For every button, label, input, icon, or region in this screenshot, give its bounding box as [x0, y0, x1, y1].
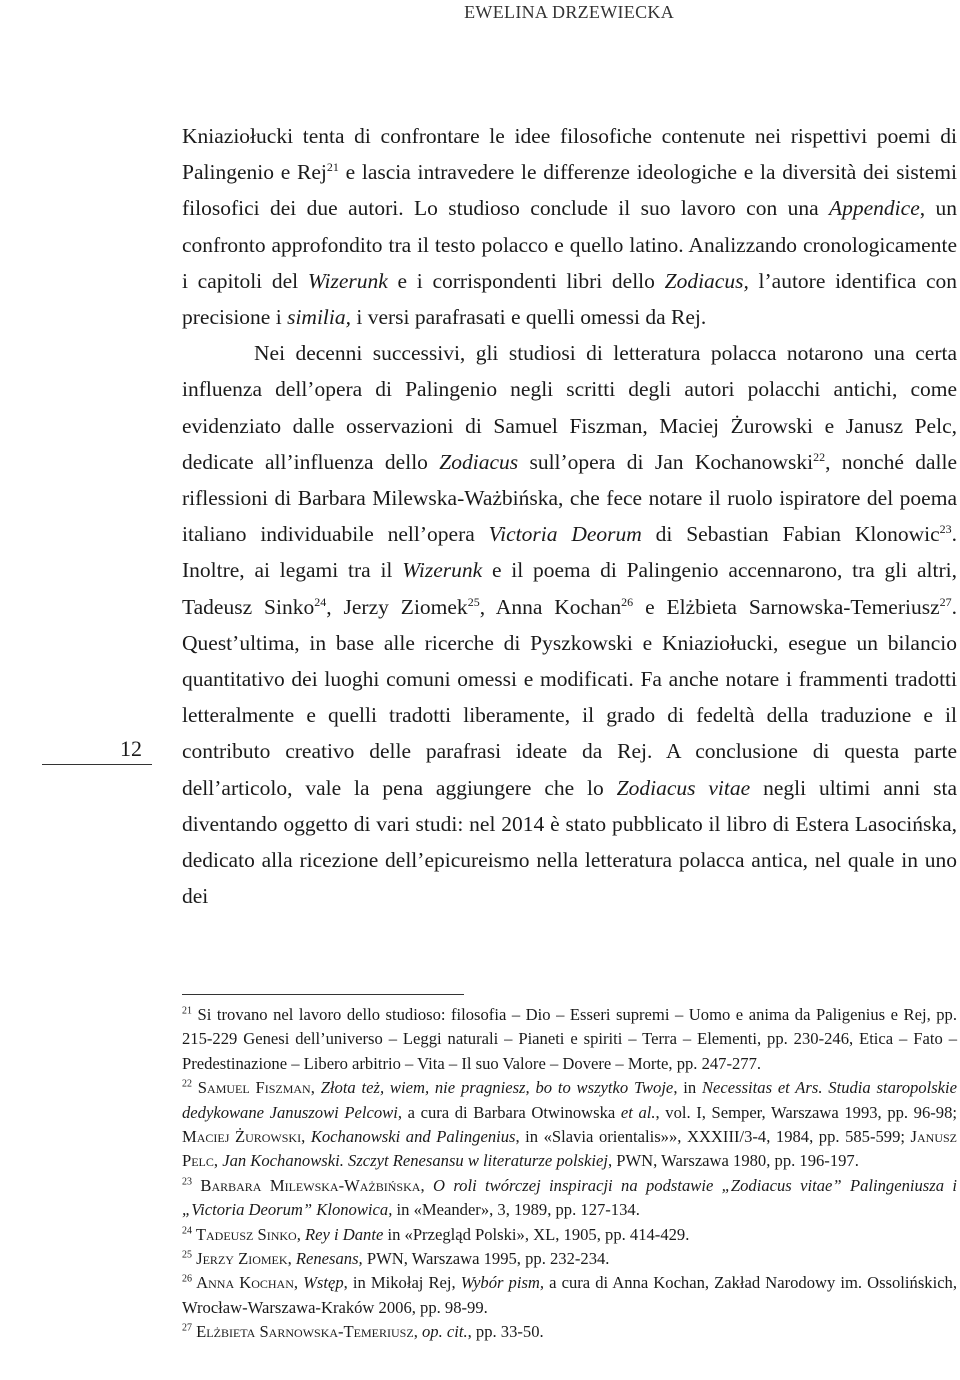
- text-run: in «Meander», 3, 1989, pp. 127-134.: [392, 1200, 640, 1220]
- text-run: e i corrispondenti libri dello: [387, 268, 665, 293]
- italic-run: et al.: [620, 1102, 656, 1122]
- author-name: Janusz Pelc: [182, 1127, 958, 1171]
- author-name: Maciej Żurowski: [182, 1127, 302, 1147]
- text-run: e il poema di Palingenio accennarono, tra gli altri, Tadeusz Sinko: [182, 558, 958, 619]
- author-name: Tadeusz Sinko: [192, 1224, 297, 1244]
- footnote-26: [182, 1271, 957, 1320]
- italic-run: similia,: [287, 305, 351, 330]
- text-run: Nei decenni successivi, gli studiosi di letteratura polacca notarono una certa influenza dell’opera di Palingenio negli scritti degli autori polacchi antichi, come evidenziato dalle osservazioni di Samuel Fiszman, Maciej Żurowski e Janusz Pelc, dedicate all’influenza dello: [182, 341, 957, 474]
- italic-run: Złota też, wiem, nie pragniesz, bo to wszytko Twoje: [320, 1078, 674, 1098]
- text-run: ,: [301, 1127, 311, 1147]
- text-run: sull’opera di Jan Kochanowski: [518, 449, 814, 474]
- italic-run: Victoria Deorum: [488, 522, 642, 547]
- text-run: Si trovano nel lavoro dello studioso: filosofia – Dio – Esseri supremi – Uomo e anima da Paligenius e Rej, pp. 215-229 Genesi dell’universo – Leggi naturali – Pianeti e spiriti – Terra – Elementi, pp. 230-246, Etica – Fato – Predestinazione – Libero arbitrio – Vita – Il suo Valore – Dovere – Morte, pp. 247-277.: [182, 1005, 957, 1073]
- text-run: negli ultimi anni sta diventando oggetto di vari studi: nel 2014 è stato pubblicato il libro di Estera Lasocińska, dedicato alla ricezione dell’epicureismo nella letteratura polacca antica, nel quale in uno dei: [182, 775, 957, 909]
- footnote-number: 26: [182, 1273, 192, 1285]
- text-run: , nonché dalle riflessioni di Barbara Milewska-Ważbińska, che fece notare il ruolo ispiratore del poema italiano individuabile nell’opera: [182, 449, 957, 547]
- text-run: , Anna Kochan: [479, 594, 622, 619]
- paragraph-1: [182, 118, 957, 335]
- text-run: di Sebastian Fabian Klonowic: [641, 522, 940, 547]
- text-run: , PWN, Warszawa 1980, pp. 196-197.: [607, 1151, 859, 1171]
- footnote-22: [182, 1076, 957, 1174]
- italic-run: Appendice: [829, 196, 920, 221]
- text-run: ,: [310, 1078, 321, 1098]
- italic-run: op. cit.: [421, 1322, 468, 1342]
- text-run: ,: [413, 1322, 422, 1342]
- text-run: a cura di Anna Kochan, Zakład Narodowy im. Ossolińskich, Wrocław-Warszawa-Kraków 2006, pp. 98-99.: [182, 1273, 958, 1317]
- text-run: i versi parafrasati e quelli omessi da Rej.: [351, 305, 707, 330]
- italic-run: Zodiacus vitae: [616, 775, 751, 800]
- page-number: 12: [42, 736, 152, 765]
- text-run: ,: [296, 1224, 305, 1244]
- author-name: Elżbieta Sarnowska-Temeriusz: [192, 1322, 414, 1342]
- text-run: , Jerzy Ziomek: [326, 594, 468, 619]
- text-run: . Inoltre, ai legami tra il: [182, 522, 958, 583]
- text-run: ,: [287, 1249, 296, 1269]
- italic-run: Wybór pism,: [460, 1273, 545, 1293]
- text-run: , a cura di Barbara Otwinowska: [397, 1102, 621, 1122]
- text-run: , vol. I, Semper, Warszawa 1993, pp. 96-98;: [655, 1102, 957, 1122]
- text-run: Kniaziołucki tenta di confrontare le idee filosofiche contenute nei rispettivi poemi di Palingenio e Rej: [182, 124, 957, 185]
- footnote-number: 27: [182, 1322, 192, 1334]
- footnote-ref-27[interactable]: 27: [939, 594, 952, 609]
- text-run: ,: [293, 1273, 304, 1293]
- italic-run: Rey i Dante: [305, 1224, 384, 1244]
- footnotes: [182, 1003, 957, 1345]
- text-run: , pp. 33-50.: [467, 1322, 544, 1342]
- footnote-ref-25[interactable]: 25: [467, 594, 480, 609]
- footnote-number: 24: [182, 1225, 192, 1237]
- author-name: Samuel Fiszman: [192, 1078, 311, 1098]
- footnote-ref-26[interactable]: 26: [621, 594, 634, 609]
- body-text: [182, 118, 957, 914]
- text-run: , in «Slavia orientalis»», XXXIII/3-4, 1984, pp. 585-599;: [515, 1127, 911, 1147]
- text-run: ,: [420, 1175, 433, 1195]
- italic-run: Wizerunk: [307, 268, 388, 293]
- paragraph-2: [182, 335, 957, 914]
- italic-run: Jan Kochanowski. Szczyt Renesansu w literaturze polskiej: [222, 1151, 608, 1171]
- italic-run: Wizerunk: [402, 558, 483, 583]
- footnote-number: 23: [182, 1176, 192, 1188]
- text-run: , un confronto approfondito tra il testo polacco e quello latino. Analizzando cronologicamente i capitoli del: [182, 196, 958, 293]
- footnote-23: [182, 1174, 957, 1223]
- italic-run: Zodiacus,: [664, 268, 749, 293]
- italic-run: Kochanowski and Palingenius: [310, 1127, 516, 1147]
- italic-run: Necessitas et Ars. Studia staropolskie dedykowane Januszowi Pelcowi: [182, 1078, 958, 1122]
- text-run: e Elżbieta Sarnowska-Temeriusz: [633, 594, 940, 619]
- footnote-separator: [182, 994, 464, 995]
- author-name: Jerzy Ziomek: [192, 1249, 288, 1269]
- author-name: Barbara Milewska-Ważbińska: [192, 1175, 421, 1195]
- footnote-ref-22[interactable]: 22: [813, 449, 826, 464]
- author-name: Anna Kochan: [192, 1273, 294, 1293]
- text-run: . Quest’ultima, in base alle ricerche di Pyszkowski e Kniaziołucki, esegue un bilancio quantitativo dei luoghi comuni omessi e modificati. Fa anche notare i frammenti tradotti letteralmente e quelli tradotti liberamente, il grado di fedeltà della traduzione e il contributo creativo delle parafrasi ideate da Rej. A conclusione di questa parte dell’articolo, vale la pena aggiungere che lo: [182, 594, 957, 800]
- text-run: l’autore identifica con precisione i: [182, 268, 958, 330]
- text-run: PWN, Warszawa 1995, pp. 232-234.: [362, 1249, 610, 1269]
- italic-run: O roli twórczej inspiracji na podstawie „Zodiacus vitae” Palingeniusza i „Victoria Deorum” Klonowica,: [182, 1175, 957, 1220]
- footnote-number: 25: [182, 1249, 192, 1261]
- text-run: , in Mikołaj Rej,: [343, 1273, 461, 1293]
- footnote-21: [182, 1003, 957, 1076]
- italic-run: Zodiacus: [439, 449, 519, 474]
- text-run: e lascia intravedere le differenze ideologiche e la diversità dei sistemi filosofici dei due autori. Lo studioso conclude il suo lavoro con una: [182, 160, 957, 221]
- footnote-number: 21: [182, 1005, 192, 1017]
- footnote-ref-24[interactable]: 24: [314, 594, 327, 609]
- text-run: in «Przegląd Polski», XL, 1905, pp. 414-429.: [383, 1224, 690, 1244]
- footnote-24: [182, 1223, 957, 1247]
- italic-run: Renesans,: [295, 1249, 363, 1269]
- footnote-number: 22: [182, 1078, 192, 1090]
- text-run: , in: [673, 1078, 702, 1098]
- footnote-ref-23[interactable]: 23: [939, 522, 952, 537]
- footnote-25: [182, 1247, 957, 1271]
- footnote-ref-21[interactable]: 21: [326, 160, 339, 175]
- italic-run: Wstęp: [303, 1273, 344, 1293]
- running-head: EWELINA DRZEWIECKA: [464, 2, 674, 22]
- text-run: ,: [213, 1151, 223, 1171]
- footnote-27: [182, 1320, 957, 1344]
